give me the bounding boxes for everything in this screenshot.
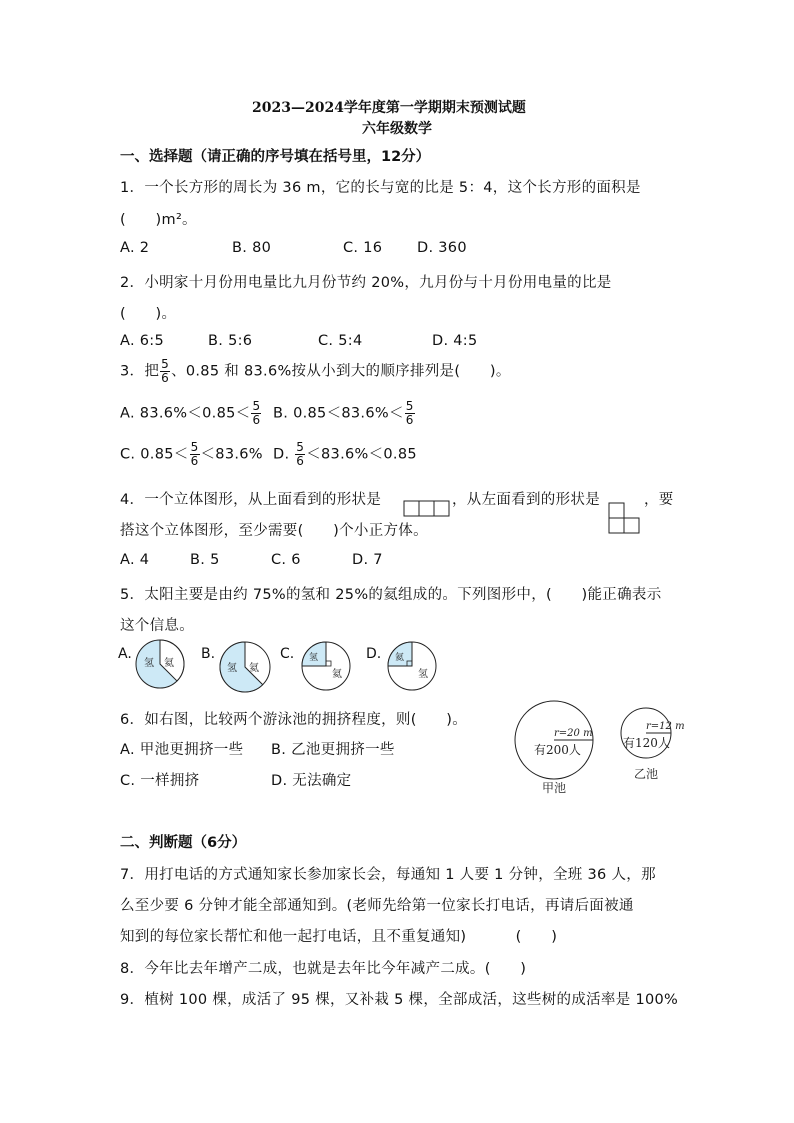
question-4-line2: 搭这个立体图形，至少需要( )个小正方体。 [120,523,428,539]
q4-option-c: C. 6 [271,552,301,568]
question-4-line1b: ，从左面看到的形状是 [452,492,600,508]
question-4-line1a: 4．一个立体图形，从上面看到的形状是 [120,492,382,508]
question-5-line2: 这个信息。 [120,618,194,634]
q1-option-c: C. 16 [343,240,383,256]
question-7-line3: 知到的每位家长帮忙和他一起打电话，且不重复通知) ( ) [120,929,558,945]
q6-option-d: D. 无法确定 [271,773,352,789]
q2-option-d: D. 4:5 [432,333,478,349]
svg-text:氦: 氦 [249,663,259,674]
svg-text:氦: 氦 [395,653,405,663]
fraction-five-sixths: $\frac{5}{6}$ [161,357,170,385]
svg-text:氢: 氢 [309,653,319,663]
q1-option-a: A. 2 [120,240,150,256]
q4-option-b: B. 5 [190,552,220,568]
question-2-line1: 2．小明家十月份用电量比九月份节约 20%，九月份与十月份用电量的比是 [120,275,612,291]
pool-a-people: 有200人 [534,743,581,757]
question-7-line2: 么至少要 6 分钟才能全部通知到。(老师先给第一位家长打电话，再请后面被通 [120,898,634,914]
question-7-line1: 7．用打电话的方式通知家长参加家长会，每通知 1 人要 1 分钟，全班 36 人，那 [120,867,656,883]
svg-text:氦: 氦 [164,658,174,669]
q3-option-d: D. $\frac{5}{6}$ ＜83.6%＜0.85 [273,440,417,468]
q2-option-a: A. 6:5 [120,333,165,349]
left-view-figure [608,502,642,536]
question-1-line2: ( )m²。 [120,212,197,228]
q5-pie-d [386,640,438,692]
q5-option-c-label: C. [280,646,295,662]
svg-text:氢: 氢 [144,658,154,669]
q6-option-a: A. 甲池更拥挤一些 [120,742,244,758]
pool-b-name: 乙池 [634,767,659,781]
svg-text:氢: 氢 [227,663,237,674]
question-1-line1: 1．一个长方形的周长为 36 m，它的长与宽的比是 5：4，这个长方形的面积是 [120,180,641,196]
exam-title: 2023—2024学年度第一学期期末预测试题 [252,100,526,116]
section-heading-choice: 一、选择题（请正确的序号填在括号里，12分） [120,149,431,165]
top-view-figure [403,500,451,518]
question-4-line1c: ，要 [644,492,674,508]
q6-option-b: B. 乙池更拥挤一些 [271,742,395,758]
question-2-line2: ( )。 [120,306,177,322]
q5-pie-b [218,640,272,694]
pool-a-radius: r=20 m [554,728,593,739]
pool-b-radius: r=12 m [646,721,685,732]
question-8-line1: 8．今年比去年增产二成，也就是去年比今年减产二成。( ) [120,961,527,977]
q5-option-a-label: A. [118,646,132,662]
q3-option-b: B. 0.85＜83.6%＜ $\frac{5}{6}$ [273,399,414,427]
q5-option-b-label: B. [201,646,216,662]
q5-pie-a [134,638,186,690]
exam-subtitle: 六年级数学 [362,121,432,137]
q2-option-c: C. 5:4 [318,333,363,349]
q5-pie-c [300,640,352,692]
q6-option-c: C. 一样拥挤 [120,773,200,789]
question-9-line1: 9．植树 100 棵，成活了 95 棵，又补栽 5 棵，全部成活，这些树的成活率是 100% [120,992,679,1008]
q1-option-d: D. 360 [417,240,467,256]
q4-option-a: A. 4 [120,552,150,568]
q3-option-a: A. 83.6%＜0.85＜ $\frac{5}{6}$ [120,399,261,427]
q3-option-c: C. 0.85＜ $\frac{5}{6}$ ＜83.6% [120,440,263,468]
section-heading-judgement: 二、判断题（6分） [120,835,247,851]
pool-comparison-figure [512,700,685,800]
q1-option-b: B. 80 [232,240,272,256]
question-3-line1: 3．把 $\frac{5}{6}$ 、0.85 和 83.6%按从小到大的顺序排列是( )。 [120,357,511,385]
q2-option-b: B. 5:6 [208,333,253,349]
q4-option-d: D. 7 [352,552,383,568]
svg-text:氢: 氢 [418,669,428,680]
pool-b-people: 有120人 [623,736,670,750]
svg-text:氦: 氦 [332,669,342,680]
q5-option-d-label: D. [366,646,382,662]
pool-a-name: 甲池 [542,781,567,795]
question-6-line1: 6．如右图，比较两个游泳池的拥挤程度，则( )。 [120,712,468,728]
question-5-line1: 5．太阳主要是由约 75%的氢和 25%的氦组成的。下列图形中，( )能正确表示 [120,587,662,603]
